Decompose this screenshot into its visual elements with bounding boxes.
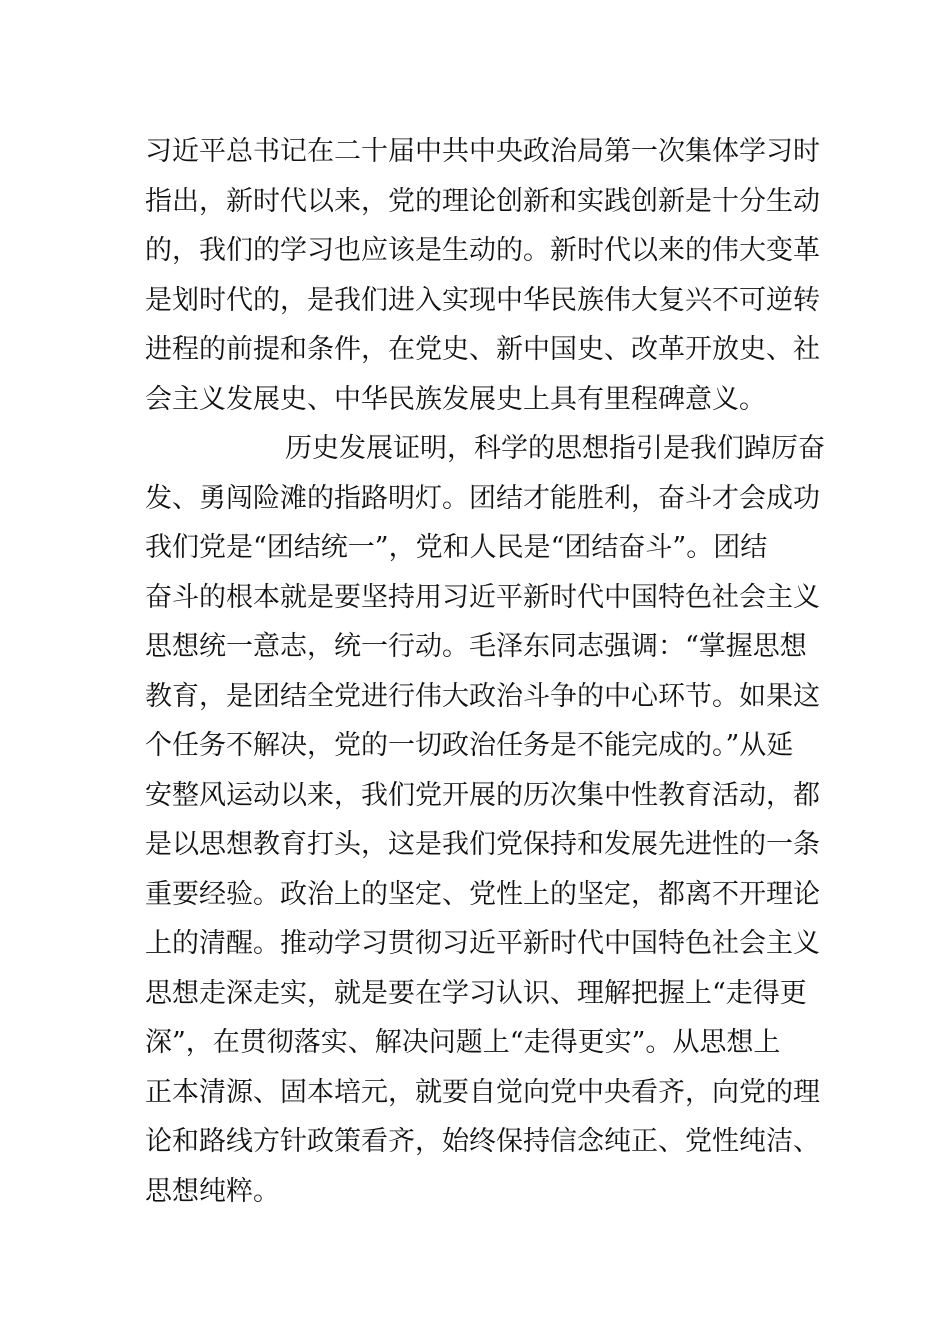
text-line: 奋斗的根本就是要坚持用习近平新时代中国特色社会主义 xyxy=(145,582,820,613)
text-line: 的，我们的学习也应该是生动的。新时代以来的伟大变革 xyxy=(145,235,820,266)
text-line: 安整风运动以来，我们党开展的历次集中性教育活动，都 xyxy=(145,780,820,811)
text-line: 发、勇闯险滩的指路明灯。团结才能胜利，奋斗才会成功 xyxy=(145,483,820,514)
text-line: 习近平总书记在二十届中共中央政治局第一次集体学习时 xyxy=(145,136,820,167)
text-line: 重要经验。政治上的坚定、党性上的坚定，都离不开理论 xyxy=(145,879,820,910)
text-line: 我们党是“团结统一”，党和人民是“团结奋斗”。团结 xyxy=(145,532,768,563)
text-line: 是划时代的，是我们进入实现中华民族伟大复兴不可逆转 xyxy=(145,285,820,316)
text-line: 是以思想教育打头，这是我们党保持和发展先进性的一条 xyxy=(145,829,820,860)
text-line: 上的清醒。推动学习贯彻习近平新时代中国特色社会主义 xyxy=(145,928,820,959)
text-line: 教育，是团结全党进行伟大政治斗争的中心环节。如果这 xyxy=(145,681,820,712)
text-line: 指出，新时代以来，党的理论创新和实践创新是十分生动 xyxy=(145,186,820,217)
text-line: 思想走深走实，就是要在学习认识、理解把握上“走得更 xyxy=(145,978,807,1009)
text-line: 思想统一意志，统一行动。毛泽东同志强调：“掌握思想 xyxy=(145,631,807,662)
text-line: 历史发展证明，科学的思想指引是我们踔厉奋 xyxy=(285,433,825,464)
text-line: 会主义发展史、中华民族发展史上具有里程碑意义。 xyxy=(145,384,766,415)
text-line: 正本清源、固本培元，就要自觉向党中央看齐，向党的理 xyxy=(145,1077,820,1108)
text-line: 深”，在贯彻落实、解决问题上“走得更实”。从思想上 xyxy=(145,1027,781,1058)
text-line: 思想纯粹。 xyxy=(145,1176,280,1207)
text-line: 进程的前提和条件，在党史、新中国史、改革开放史、社 xyxy=(145,334,820,365)
text-line: 论和路线方针政策看齐，始终保持信念纯正、党性纯洁、 xyxy=(145,1126,820,1157)
text-line: 个任务不解决，党的一切政治任务是不能完成的。”从延 xyxy=(145,730,794,761)
